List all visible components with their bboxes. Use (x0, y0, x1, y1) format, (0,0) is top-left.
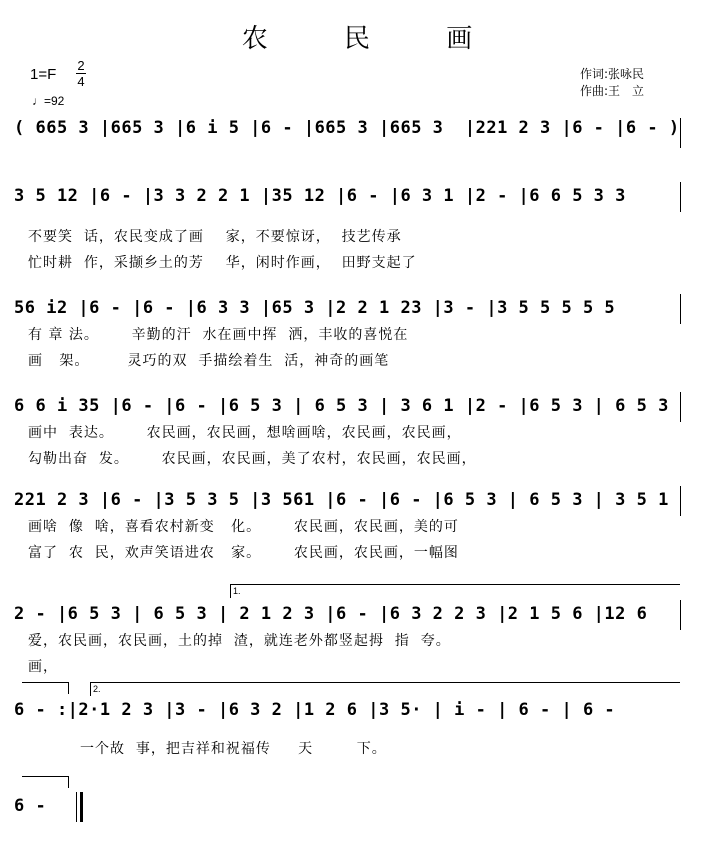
volta-2-bracket (90, 682, 680, 683)
lyric-line-2b: 忙时耕 作，采撷乡土的芳 华，闲时作画， 田野支起了 (28, 255, 417, 271)
time-signature-bottom: 4 (77, 74, 85, 89)
score-line-1: ( 665 3 |665 3 |6 i 5 |6 - |665 3 |665 3 |221 2 3 |6 - |6 - ) (14, 118, 680, 138)
barline (680, 182, 681, 212)
barline (680, 486, 681, 516)
lyric-line-4a: 画中 表达。 农民画，农民画，想啥画啥，农民画，农民画， (28, 425, 462, 441)
volta-1-bracket (230, 584, 680, 585)
lyric-line-4b: 勾勒出奋 发。 农民画，农民画，美了农村，农民画，农民画， (28, 451, 477, 467)
final-bracket-side (68, 776, 69, 788)
final-barline-thick (80, 792, 83, 822)
key-signature: 1=F (30, 66, 57, 83)
lyric-line-3b: 画 架。 灵巧的双 手描绘着生 活，神奇的画笔 (28, 353, 390, 369)
lyric-line-6a: 爱，农民画，农民画，土的掉 渣，就连老外都竖起拇 指 夸。 (28, 633, 451, 649)
volta-1-label: 1. (233, 586, 241, 596)
barline (680, 118, 681, 148)
tempo-marking: ♩=92 (32, 94, 65, 108)
barline (680, 294, 681, 324)
volta-1-end-bracket (22, 682, 68, 683)
composer-credit: 作曲:王 立 (580, 84, 645, 98)
lyric-line-2a: 不要笑 话，农民变成了画 家，不要惊讶， 技艺传承 (28, 229, 402, 245)
lyric-line-7: 一个故 事，把吉祥和祝福传 天 下。 (80, 741, 387, 757)
barline (680, 600, 681, 630)
volta-1-bracket-side (230, 584, 231, 598)
lyricist-credit: 作词:张咏民 (580, 67, 645, 81)
lyric-line-5a: 画啥 像 啥，喜看农村新变 化。 农民画，农民画，美的可 (28, 519, 459, 535)
volta-2-label: 2. (93, 684, 101, 694)
time-signature (76, 58, 86, 89)
score-line-6: 2 - |6 5 3 | 6 5 3 | 2 1 2 3 |6 - |6 3 2 2 3 |2 1 5 6 |12 6 (14, 604, 648, 624)
lyric-line-5b: 富了 农 民，欢声笑语进农 家。 农民画，农民画，一幅图 (28, 545, 459, 561)
score-line-8: 6 - (14, 796, 47, 816)
score-line-4: 6 6 i 35 |6 - |6 - |6 5 3 | 6 5 3 | 3 6 1 |2 - |6 5 3 | 6 5 3 (14, 396, 669, 416)
final-bracket (22, 776, 68, 777)
credits (580, 66, 644, 100)
score-line-2: 3 5 12 |6 - |3 3 2 2 1 |35 12 |6 - |6 3 1 |2 - |6 6 5 3 3 (14, 186, 626, 206)
lyric-line-3a: 有 章 法。 辛勤的汗 水在画中挥 洒，丰收的喜悦在 (28, 327, 409, 343)
barline (680, 392, 681, 422)
volta-1-end-bracket-side (68, 682, 69, 694)
score-line-5: 221 2 3 |6 - |3 5 3 5 |3 561 |6 - |6 - |6 5 3 | 6 5 3 | 3 5 1 (14, 490, 669, 510)
time-signature-top: 2 (77, 58, 85, 73)
score-line-3: 56 i2 |6 - |6 - |6 3 3 |65 3 |2 2 1 23 |3 - |3 5 5 5 5 5 (14, 298, 616, 318)
lyric-line-6b: 画， (28, 659, 58, 675)
final-barline-thin (76, 792, 77, 822)
volta-2-bracket-side (90, 682, 91, 696)
song-title: 农 民 画 (241, 24, 507, 54)
score-line-7: 6 - :|2·1 2 3 |3 - |6 3 2 |1 2 6 |3 5· | i - | 6 - | 6 - (14, 700, 616, 720)
